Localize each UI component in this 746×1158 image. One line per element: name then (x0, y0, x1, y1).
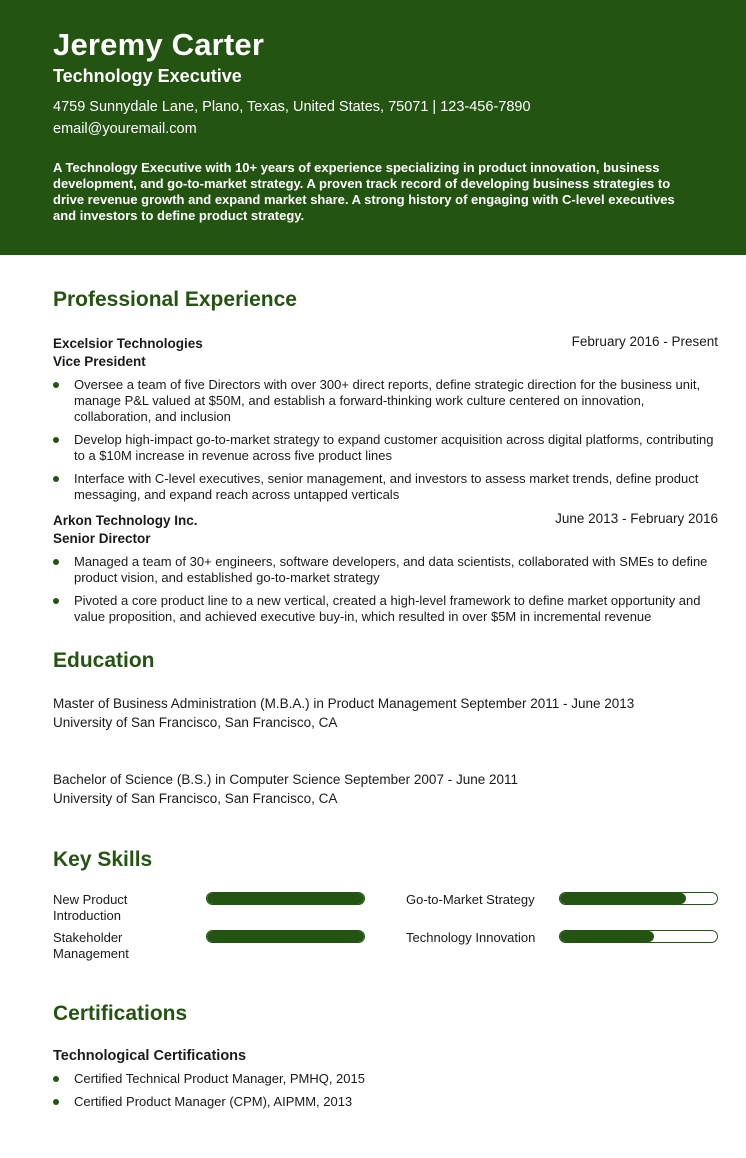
degree: Bachelor of Science (B.S.) in Computer Science September 2007 - June 2011 (53, 772, 519, 787)
job-dates: June 2013 - February 2016 (555, 511, 718, 526)
certifications-heading: Certifications (53, 1002, 188, 1025)
address-phone: 4759 Sunnydale Lane, Plano, Texas, United States, 75071 | 123-456-7890 (53, 99, 531, 115)
contact-info (53, 96, 694, 140)
job-bullets (53, 554, 718, 625)
resume-header (0, 0, 746, 255)
skill-label: Technology Innovation (406, 930, 536, 945)
bullet-dot-icon (53, 1099, 59, 1105)
summary: A Technology Executive with 10+ years of experience specializing in product innovation, business development, and go-to-market strategy. A proven track record of developing business strategies to drive revenue growth and expand market share. A strong history of engaging with C-level executives and investors to define product strategy. (53, 160, 675, 223)
resume-body (0, 288, 746, 1110)
list-item: Develop high-impact go-to-market strategy to expand customer acquisition across digital platforms, contributing to a $10M increase in revenue across five product lines (53, 432, 718, 464)
education-entry (53, 694, 718, 732)
job-role: Senior Director (53, 531, 151, 546)
list-item: Interface with C-level executives, senior management, and investors to assess market trends, define product messaging, and expand reach across untapped verticals (53, 471, 718, 503)
skill-label: Stakeholder Management (53, 930, 129, 961)
job-entry (53, 335, 718, 503)
skill-bar-fill (207, 931, 364, 942)
skills-grid (53, 892, 718, 972)
bullet-dot-icon (53, 437, 59, 443)
skill-bar-fill (207, 893, 364, 904)
skill-item (406, 892, 726, 928)
skill-item (53, 930, 373, 966)
skill-bar (559, 892, 718, 905)
skill-item (406, 930, 726, 966)
certifications-list (53, 1071, 718, 1110)
school: University of San Francisco, San Francisco, CA (53, 791, 338, 806)
list-item: Pivoted a core product line to a new vertical, created a high-level framework to define market opportunity and value proposition, and achieved executive buy-in, which resulted in over $5M in incremental revenue (53, 593, 718, 625)
list-item: Oversee a team of five Directors with over 300+ direct reports, define strategic direction for the business unit, manage P&L valued at $50M, and establish a forward-thinking work culture centered on innovation, collaboration, and inclusion (53, 377, 718, 425)
list-item: Managed a team of 30+ engineers, software developers, and data scientists, collaborated with SMEs to define product vision, and established go-to-market strategy (53, 554, 718, 586)
job-dates: February 2016 - Present (571, 334, 718, 349)
skill-item (53, 892, 373, 928)
candidate-title: Technology Executive (53, 66, 242, 86)
school: University of San Francisco, San Francisco, CA (53, 715, 338, 730)
skill-bar-fill (560, 893, 686, 904)
bullet-dot-icon (53, 476, 59, 482)
skill-bar (206, 892, 365, 905)
job-company: Arkon Technology Inc. (53, 513, 198, 528)
job-bullets (53, 377, 718, 503)
skills-heading: Key Skills (53, 848, 153, 871)
job-role: Vice President (53, 354, 146, 369)
degree: Master of Business Administration (M.B.A.) in Product Management September 2011 - June 2013 (53, 696, 635, 711)
skill-label: New Product Introduction (53, 892, 128, 923)
bullet-dot-icon (53, 598, 59, 604)
skill-bar-fill (560, 931, 654, 942)
certifications-subheading: Technological Certifications (53, 1048, 247, 1064)
email: email@youremail.com (53, 121, 197, 137)
education-heading: Education (53, 649, 155, 672)
job-entry (53, 512, 718, 625)
bullet-dot-icon (53, 382, 59, 388)
job-company: Excelsior Technologies (53, 336, 203, 351)
experience-heading: Professional Experience (53, 288, 297, 311)
list-item: Certified Technical Product Manager, PMHQ, 2015 (53, 1071, 718, 1087)
bullet-dot-icon (53, 1076, 59, 1082)
bullet-dot-icon (53, 559, 59, 565)
skill-bar (559, 930, 718, 943)
skill-label: Go-to-Market Strategy (406, 892, 535, 907)
education-entry (53, 770, 718, 808)
skill-bar (206, 930, 365, 943)
candidate-name: Jeremy Carter (53, 27, 265, 62)
list-item: Certified Product Manager (CPM), AIPMM, 2013 (53, 1094, 718, 1110)
